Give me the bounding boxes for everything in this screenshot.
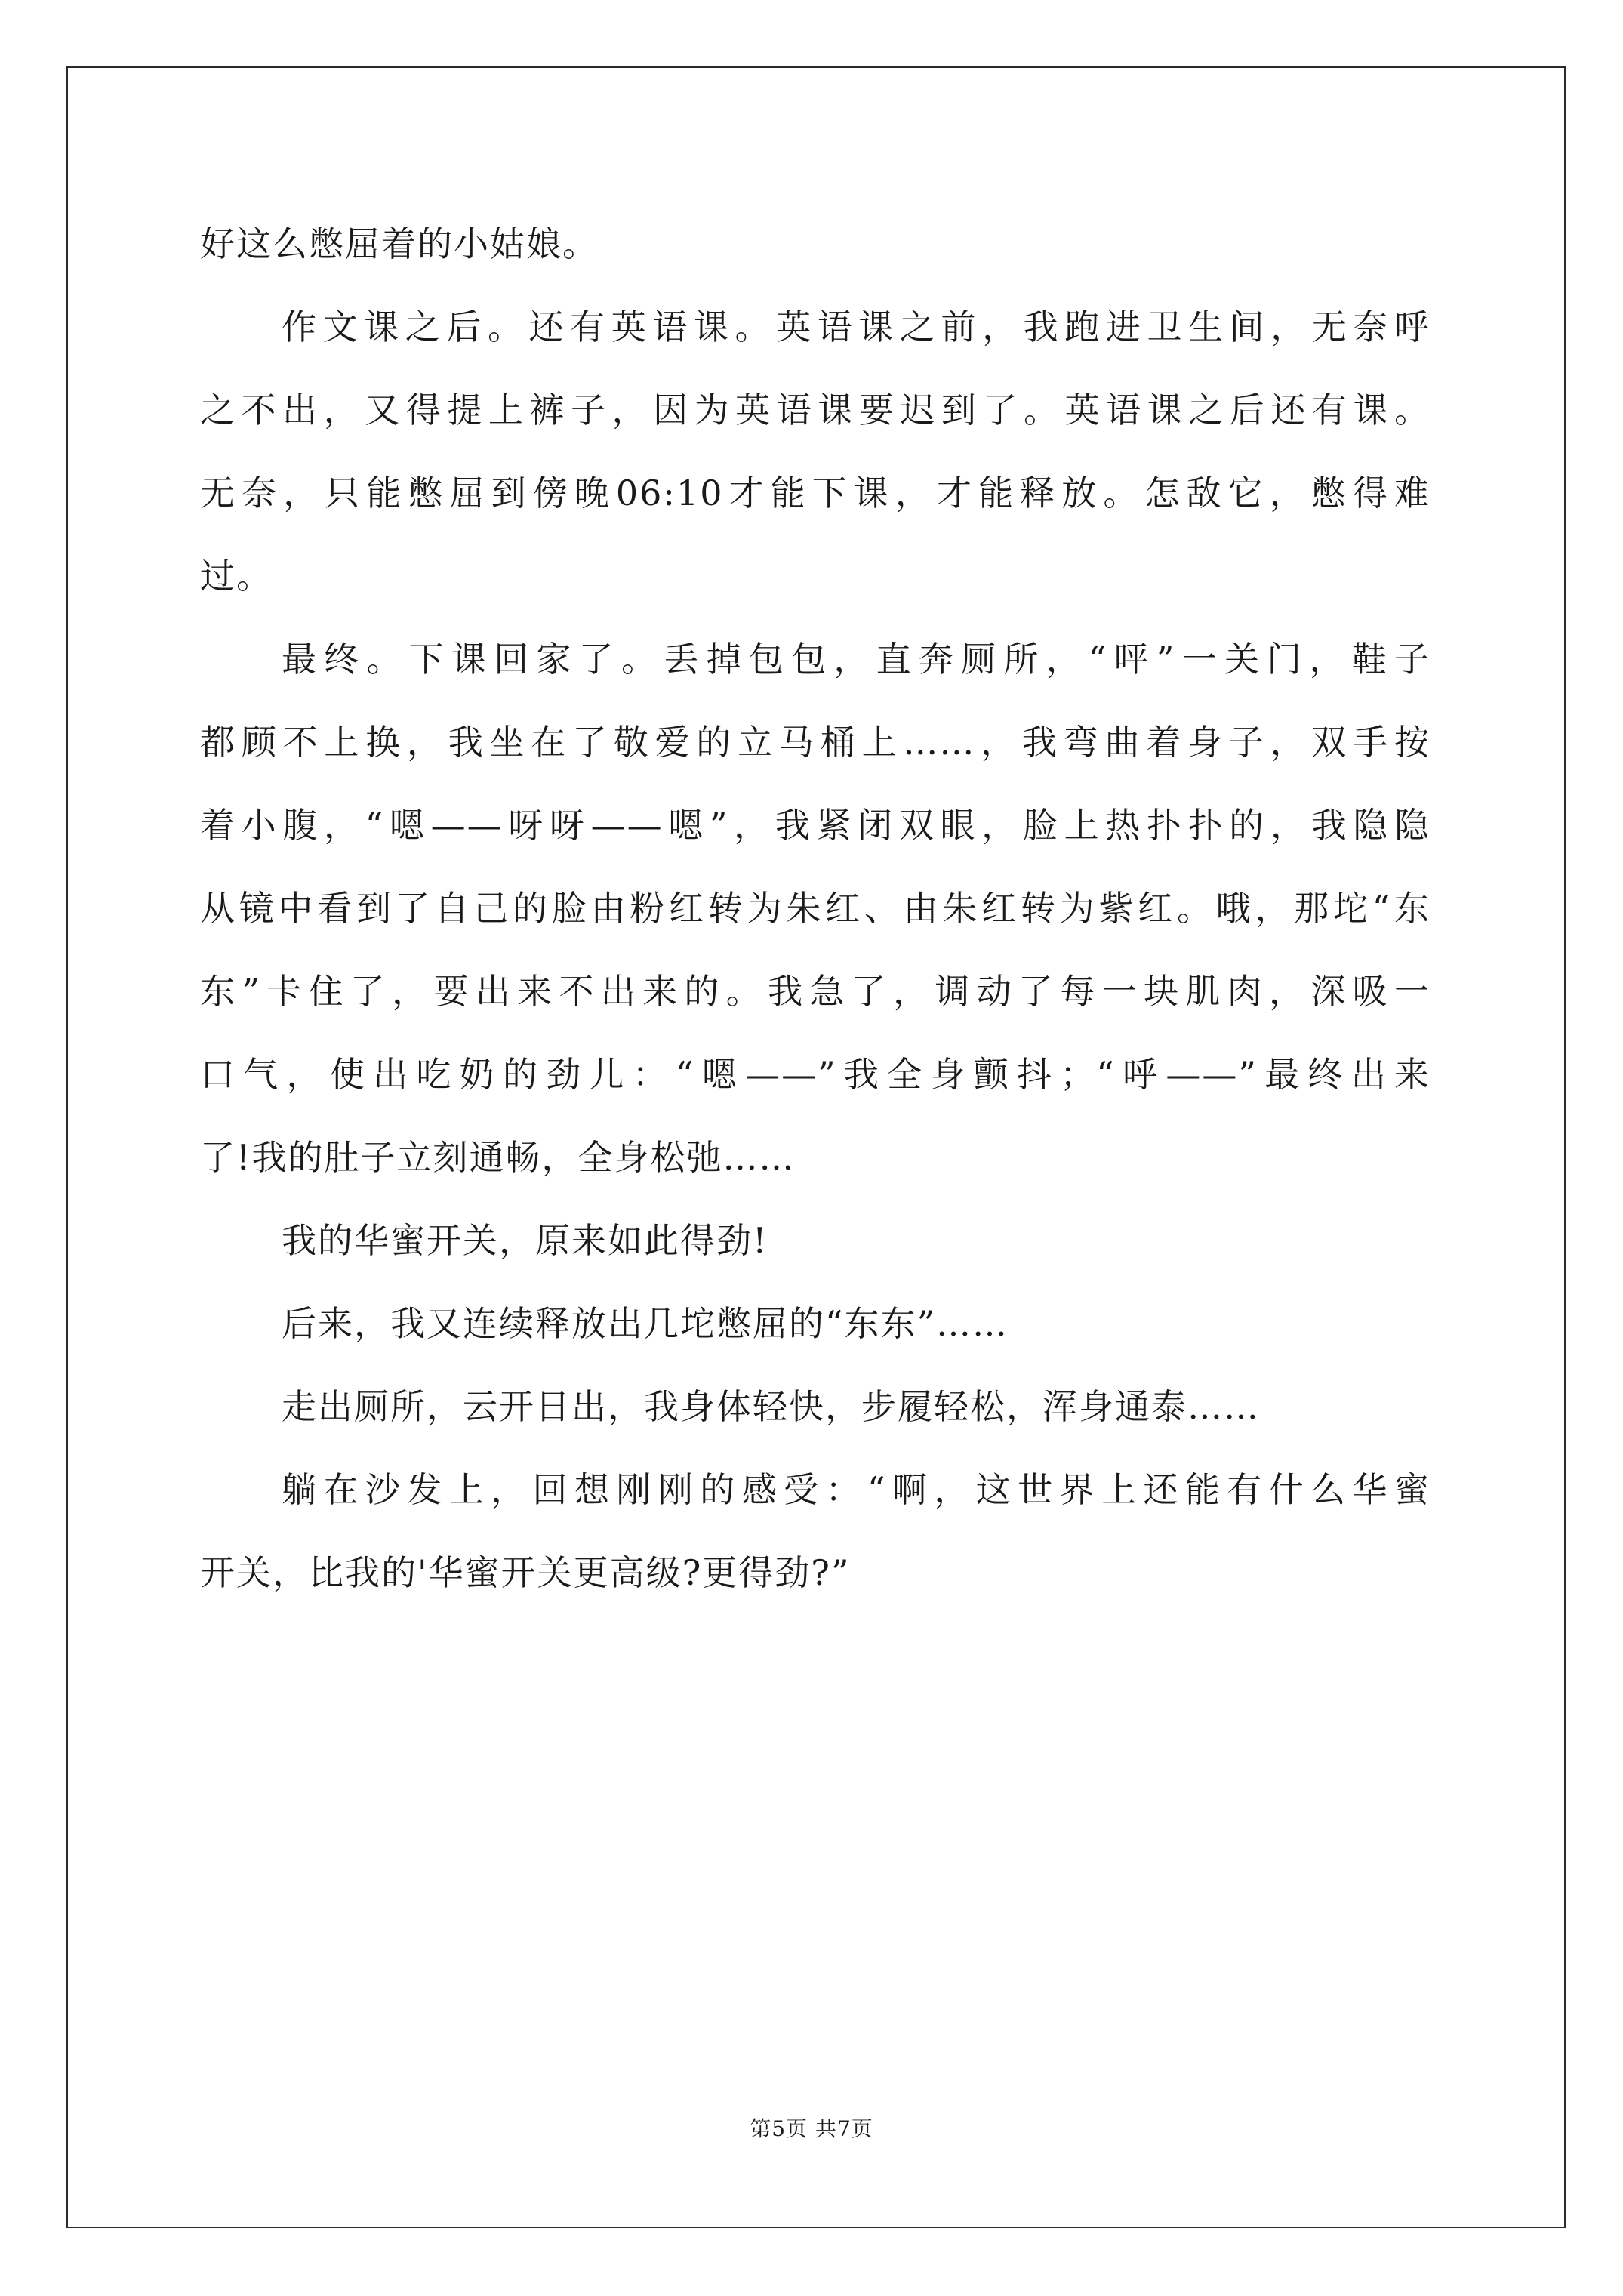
text-line: 走出厕所，云开日出，我身体轻快，步履轻松，浑身通泰…… bbox=[282, 1386, 1260, 1427]
text-line: 作文课之后。还有英语课。英语课之前，我跑进卫生间，无奈呼 bbox=[282, 307, 1431, 347]
paragraph bbox=[200, 1448, 1431, 1614]
text-line: 我的华蜜开关，原来如此得劲! bbox=[282, 1220, 768, 1261]
page-number-footer: 第5页 共7页 bbox=[750, 2116, 873, 2141]
paragraph bbox=[200, 1365, 1431, 1448]
text-line: 着小腹，“嗯——呀呀——嗯”，我紧闭双眼，脸上热扑扑的，我隐隐 bbox=[200, 805, 1431, 846]
text-line: 开关，比我的'华蜜开关更高级?更得劲?” bbox=[200, 1552, 851, 1593]
text-line: 最终。下课回家了。丢掉包包，直奔厕所，“呯”一关门，鞋子 bbox=[282, 639, 1431, 680]
text-line: 都顾不上换，我坐在了敬爱的立马桶上……，我弯曲着身子，双手按 bbox=[200, 722, 1431, 763]
document-body bbox=[200, 202, 1431, 1614]
text-line: 了!我的肚子立刻通畅，全身松弛…… bbox=[200, 1137, 796, 1178]
text-line: 后来，我又连续释放出几坨憋屈的“东东”…… bbox=[282, 1303, 1009, 1344]
paragraph bbox=[200, 618, 1431, 1199]
text-line: 口气，使出吃奶的劲儿：“嗯——”我全身颤抖；“呼——”最终出来 bbox=[200, 1054, 1431, 1095]
paragraph bbox=[200, 285, 1431, 618]
paragraph bbox=[200, 1282, 1431, 1365]
text-line: 之不出，又得提上裤子，因为英语课要迟到了。英语课之后还有课。 bbox=[200, 390, 1431, 430]
text-line: 东”卡住了，要出来不出来的。我急了，调动了每一块肌肉，深吸一 bbox=[200, 971, 1431, 1012]
text-line: 躺在沙发上，回想刚刚的感受：“啊，这世界上还能有什么华蜜 bbox=[282, 1469, 1431, 1510]
text-line: 过。 bbox=[200, 556, 273, 596]
text-line: 好这么憋屈着的小姑娘。 bbox=[200, 223, 599, 264]
text-line: 无奈，只能憋屈到傍晚06:10才能下课，才能释放。怎敌它，憋得难 bbox=[200, 473, 1431, 513]
paragraph bbox=[200, 202, 1431, 285]
paragraph bbox=[200, 1199, 1431, 1282]
text-line: 从镜中看到了自己的脸由粉红转为朱红、由朱红转为紫红。哦，那坨“东 bbox=[200, 888, 1431, 929]
